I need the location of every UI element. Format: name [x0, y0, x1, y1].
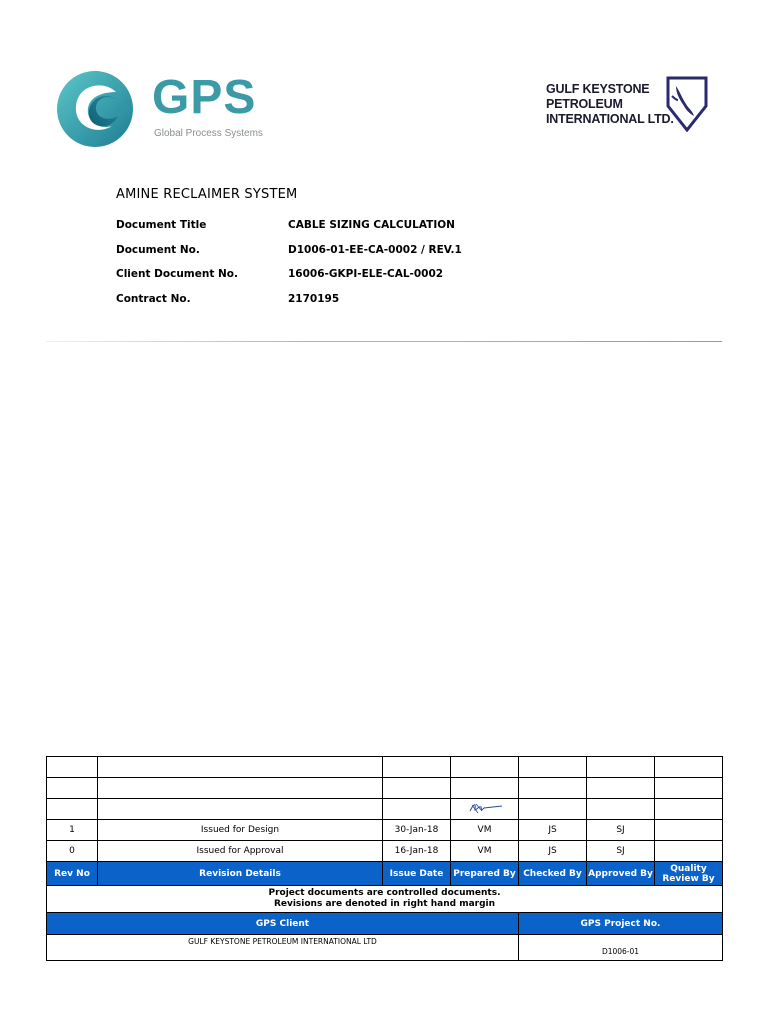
note-line: Project documents are controlled documents. [268, 888, 501, 898]
header-quality-review-by: Quality Review By [655, 862, 723, 886]
table-row [47, 778, 723, 799]
gps-tagline: Global Process Systems [154, 128, 263, 139]
client-logo-line: PETROLEUM [546, 97, 623, 111]
quality-review-cell [655, 841, 723, 862]
contract-number-label: Contract No. [116, 293, 191, 305]
header-checked-by: Checked By [519, 862, 587, 886]
header-divider [46, 341, 722, 342]
client-logo-line: GULF KEYSTONE [546, 82, 650, 96]
client-logo-text [546, 82, 674, 127]
signature-icon [466, 801, 504, 815]
revision-details-cell: Issued for Approval [98, 841, 383, 862]
approved-by-cell: SJ [587, 841, 655, 862]
header-issue-date: Issue Date [383, 862, 451, 886]
quality-review-cell [655, 820, 723, 841]
gps-project-number-value: D1006-01 [519, 935, 723, 961]
gps-logo [56, 70, 286, 150]
revision-details-cell: Issued for Design [98, 820, 383, 841]
gps-client-header: GPS Client [47, 913, 519, 935]
document-title-value: CABLE SIZING CALCULATION [288, 219, 455, 231]
table-header-row [47, 862, 723, 886]
contract-number-value: 2170195 [288, 293, 340, 305]
client-logo-line: INTERNATIONAL LTD. [546, 112, 674, 126]
approved-by-cell: SJ [587, 820, 655, 841]
header-revision-details: Revision Details [98, 862, 383, 886]
client-logo [546, 76, 716, 136]
document-number-value: D1006-01-EE-CA-0002 / REV.1 [288, 244, 462, 256]
rev-no-cell: 1 [47, 820, 98, 841]
document-title-label: Document Title [116, 219, 207, 231]
client-document-number-label: Client Document No. [116, 268, 239, 280]
client-value-row [47, 935, 723, 961]
gps-swirl-icon [56, 70, 134, 148]
header-rev-no: Rev No [47, 862, 98, 886]
header-prepared-by: Prepared By [451, 862, 519, 886]
gps-wordmark: GPS [152, 71, 257, 124]
gps-client-value: GULF KEYSTONE PETROLEUM INTERNATIONAL LTD [47, 935, 519, 961]
controlled-documents-note-row [47, 886, 723, 913]
prepared-by-cell: VM [451, 820, 519, 841]
client-document-number-value: 16006-GKPI-ELE-CAL-0002 [288, 268, 444, 280]
prepared-by-cell: VM [451, 841, 519, 862]
issue-date-cell: 16-Jan-18 [383, 841, 451, 862]
table-row [47, 799, 723, 820]
keystone-shield-icon [664, 76, 710, 132]
checked-by-cell: JS [519, 820, 587, 841]
revision-table [46, 756, 723, 961]
table-row [47, 757, 723, 778]
header-approved-by: Approved By [587, 862, 655, 886]
signature-cell [451, 799, 519, 820]
controlled-documents-note [47, 886, 723, 913]
gps-project-number-header: GPS Project No. [519, 913, 723, 935]
document-number-label: Document No. [116, 244, 200, 256]
document-heading: AMINE RECLAIMER SYSTEM [116, 187, 298, 202]
rev-no-cell: 0 [47, 841, 98, 862]
table-row [47, 841, 723, 862]
table-row [47, 820, 723, 841]
client-header-row [47, 913, 723, 935]
issue-date-cell: 30-Jan-18 [383, 820, 451, 841]
checked-by-cell: JS [519, 841, 587, 862]
note-line: Revisions are denoted in right hand margin [273, 899, 496, 909]
